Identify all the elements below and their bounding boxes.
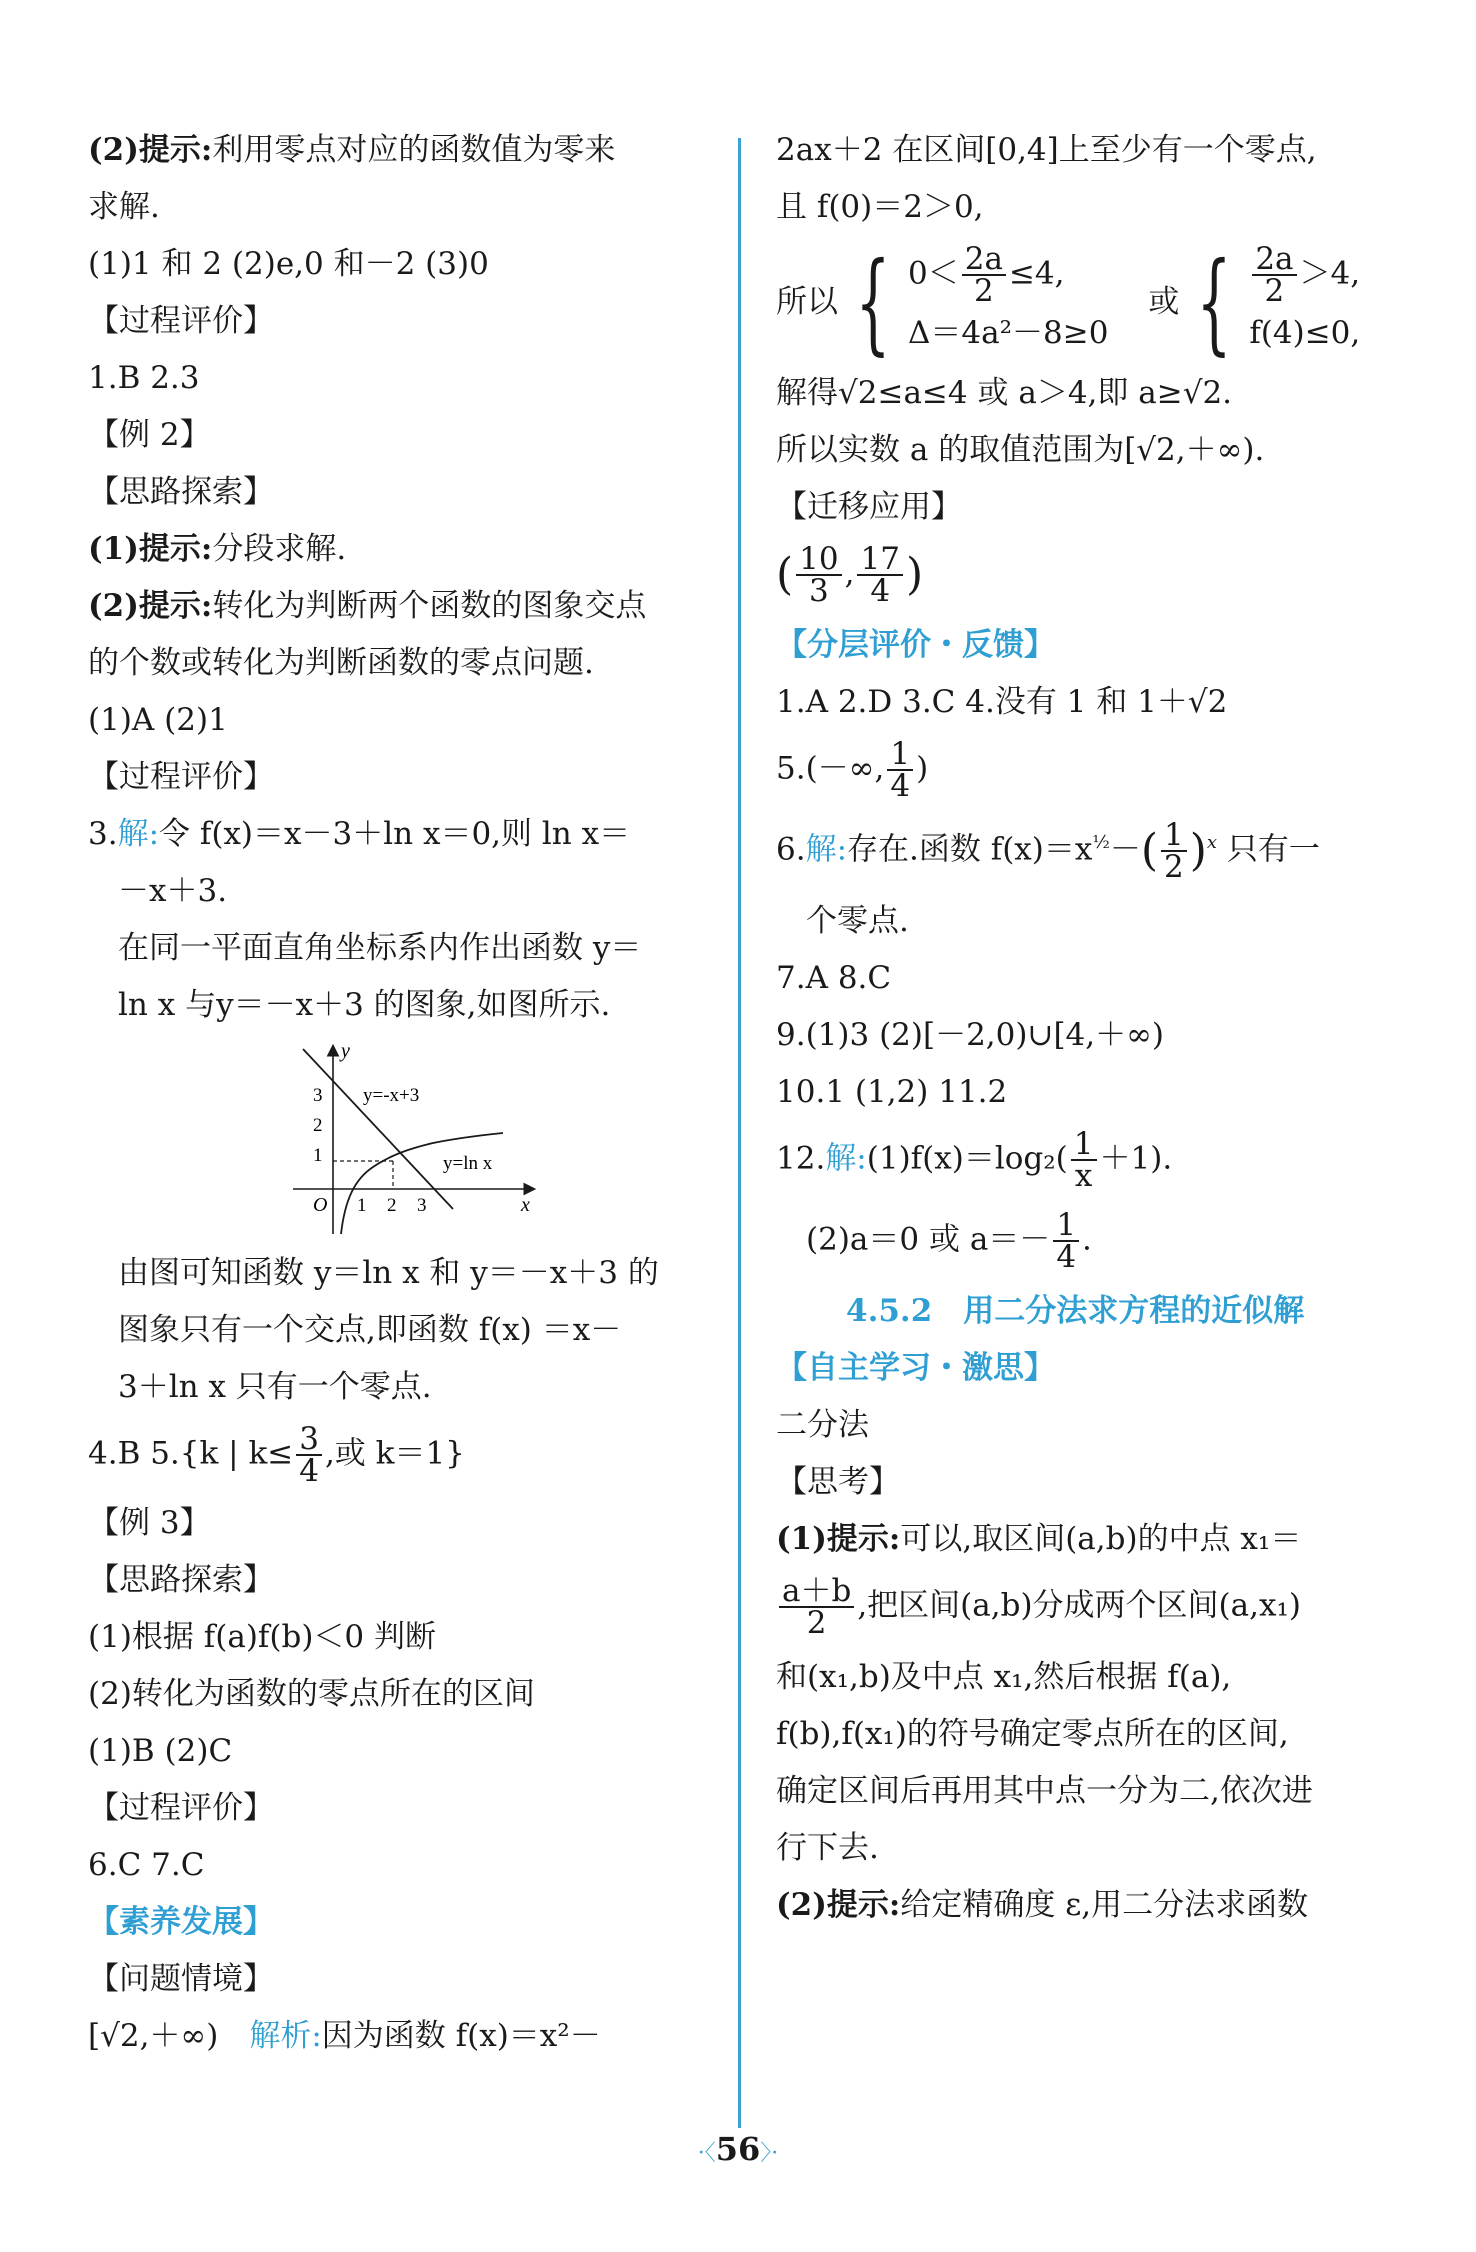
text-line: ln x 与y＝－x＋3 的图象,如图所示.	[118, 987, 611, 1023]
text-line: [√2,＋∞) 解析:因为函数 f(x)＝x²－	[88, 2018, 601, 2054]
text-line: 12.解:(1)f(x)＝log₂( $\frac{1}{x}$ ＋1).	[776, 1126, 1173, 1194]
section-heading: 【过程评价】	[88, 303, 274, 339]
fraction: $\frac{3}{4}$	[296, 1424, 322, 1486]
answer-line: 4.B 5.{k | k≤ $\frac{3}{4}$ ,或 k＝1}	[88, 1421, 465, 1489]
text-line: (1)根据 f(a)f(b)＜0 判断	[88, 1619, 436, 1655]
text-line: 和(x₁,b)及中点 x₁,然后根据 f(a),	[776, 1659, 1232, 1695]
section-title: 4.5.2 用二分法求方程的近似解	[846, 1293, 1305, 1329]
section-heading: 【思路探索】	[88, 1562, 274, 1598]
column-divider	[738, 138, 741, 2128]
line-label: y=-x+3	[363, 1085, 420, 1106]
section-heading: 【问题情境】	[88, 1961, 274, 1997]
section-heading-blue: 【素养发展】	[88, 1904, 274, 1940]
answer-line: 1.B 2.3	[88, 360, 200, 396]
right-column	[776, 130, 1396, 1942]
text-line: (2)提示:利用零点对应的函数值为零来	[88, 132, 616, 168]
text-line: (2)a＝0 或 a＝－ $\frac{1}{4}$ .	[806, 1207, 1092, 1275]
text-line: (2)提示:转化为判断两个函数的图象交点	[88, 588, 647, 624]
text-line: 所以实数 a 的取值范围为[√2,＋∞).	[776, 432, 1265, 468]
y-axis-label: y	[341, 1040, 350, 1062]
text-line: 确定区间后再用其中点一分为二,依次进	[776, 1773, 1313, 1809]
text-line: 由图可知函数 y＝ln x 和 y＝－x＋3 的	[118, 1255, 659, 1291]
answer-line: (1)1 和 2 (2)e,0 和－2 (3)0	[88, 246, 489, 282]
section-heading: 【过程评价】	[88, 1790, 274, 1826]
answer-line: 1.A 2.D 3.C 4.没有 1 和 1＋√2	[776, 684, 1228, 720]
x-tick: 3	[417, 1195, 427, 1216]
text-line: －x＋3.	[118, 873, 228, 909]
curve-label: y=ln x	[443, 1153, 493, 1174]
function-graph	[283, 1039, 543, 1239]
page-number: ·〈56〉·	[697, 2130, 779, 2168]
x-tick: 2	[387, 1195, 397, 1216]
text-line: (2)提示:给定精确度 ε,用二分法求函数	[776, 1887, 1309, 1923]
section-heading-blue: 【分层评价・反馈】	[776, 627, 1055, 663]
text-line: 3＋ln x 只有一个零点.	[118, 1369, 432, 1405]
equation-system: 所以 { 0＜ $\frac{2a}{2}$ ≤4, Δ＝4a²－8≥0 或 { $\frac{2a}{2}$ ＞4, f(4)≤0,	[776, 238, 1361, 366]
answer-line: (1)B (2)C	[88, 1733, 233, 1769]
text-line: 6.解:存在.函数 $f(x)=x^{\frac{1}{2}}-$( $\frac{1}{2}$ )$^x$ 只有一	[776, 817, 1320, 885]
text-line: 的个数或转化为判断函数的零点问题.	[88, 645, 594, 681]
text-line: f(b),f(x₁)的符号确定零点所在的区间,	[776, 1716, 1289, 1752]
origin-label: O	[313, 1194, 328, 1216]
text-line: 3.解:令 f(x)＝x－3＋ln x＝0,则 ln x＝	[88, 816, 631, 852]
answer-line: ( $\frac{10}{3}$ , $\frac{17}{4}$ )	[776, 541, 924, 609]
answer-line: (1)A (2)1	[88, 702, 228, 738]
text-line: 个零点.	[806, 903, 909, 939]
y-tick: 1	[313, 1145, 323, 1166]
text-line: 图象只有一个交点,即函数 f(x) ＝x－	[118, 1312, 622, 1348]
log-curve	[341, 1133, 503, 1234]
section-heading: 【思路探索】	[88, 474, 274, 510]
text-line: (1)提示:分段求解.	[88, 531, 347, 567]
left-column	[88, 130, 708, 2073]
text-line: 且 f(0)＝2＞0,	[776, 189, 984, 225]
text-line: 2ax＋2 在区间[0,4]上至少有一个零点,	[776, 132, 1317, 168]
text-line: $\frac{a+b}{2}$ ,把区间(a,b)分成两个区间(a,x₁)	[776, 1576, 1396, 1640]
text-line: 解得√2≤a≤4 或 a＞4,即 a≥√2.	[776, 375, 1233, 411]
section-heading-blue: 【自主学习・激思】	[776, 1350, 1055, 1386]
text-line: 在同一平面直角坐标系内作出函数 y＝	[118, 930, 642, 966]
text-line: 二分法	[776, 1407, 869, 1443]
answer-line: 7.A 8.C	[776, 960, 892, 996]
answer-line: 6.C 7.C	[88, 1847, 205, 1883]
answer-line: 5.(－∞, $\frac{1}{4}$ )	[776, 736, 929, 804]
section-heading: 【例 2】	[88, 417, 211, 453]
y-tick: 2	[313, 1115, 323, 1136]
y-tick: 3	[313, 1085, 323, 1106]
section-heading: 【迁移应用】	[776, 489, 962, 525]
x-axis-label: x	[521, 1194, 530, 1216]
line-graph	[303, 1049, 453, 1209]
answer-line: 10.1 (1,2) 11.2	[776, 1074, 1008, 1110]
text-line: 行下去.	[776, 1830, 879, 1866]
x-tick: 1	[357, 1195, 367, 1216]
section-heading: 【思考】	[776, 1464, 900, 1500]
answer-line: 9.(1)3 (2)[－2,0)∪[4,＋∞)	[776, 1017, 1165, 1053]
text-line: 求解.	[88, 189, 160, 225]
text-line: (2)转化为函数的零点所在的区间	[88, 1676, 535, 1712]
text-line: (1)提示:可以,取区间(a,b)的中点 x₁＝	[776, 1521, 1302, 1557]
section-heading: 【例 3】	[88, 1505, 211, 1541]
section-heading: 【过程评价】	[88, 759, 274, 795]
